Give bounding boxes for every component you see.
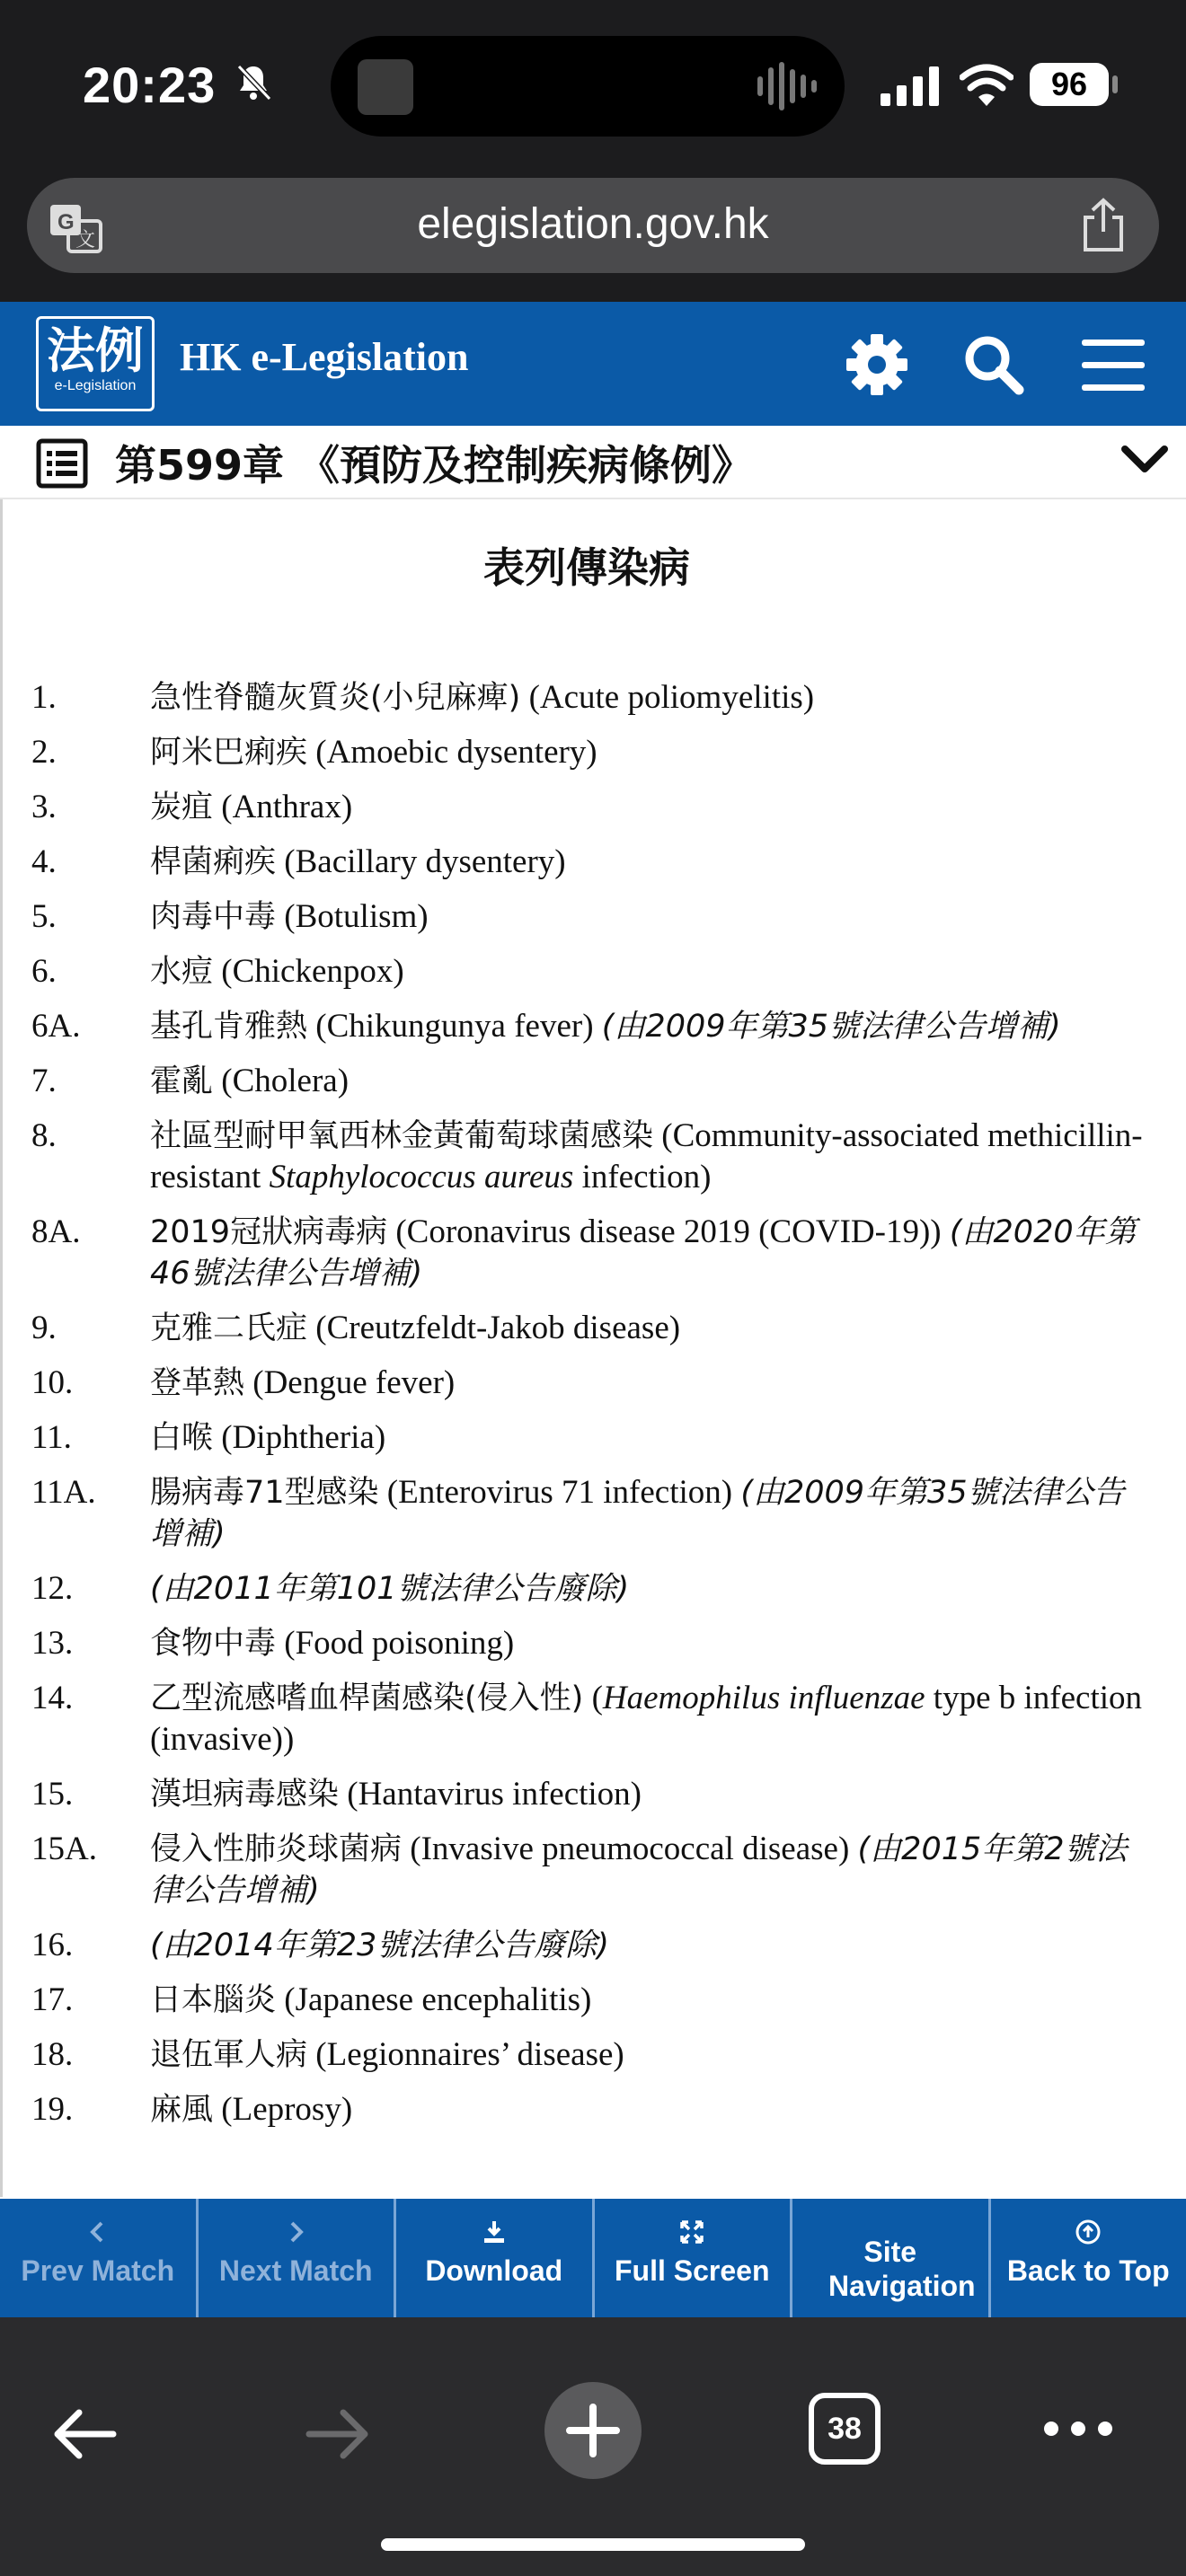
chinese-name: 食物中毒 <box>150 1626 277 1662</box>
chinese-name: 基孔肯雅熱 <box>150 1009 308 1045</box>
more-options-icon[interactable] <box>1042 2418 1114 2439</box>
list-item <box>31 1980 1146 2021</box>
english-name: (Cholera) <box>213 1063 350 1099</box>
full-screen-label: Full Screen <box>615 2254 770 2287</box>
list-item <box>31 1006 1146 1047</box>
gear-icon[interactable] <box>841 329 913 401</box>
list-item <box>31 842 1146 883</box>
english-name: (Botulism) <box>276 898 429 935</box>
item-text <box>150 2034 1146 2076</box>
chinese-name: 克雅二氏症 <box>150 1310 308 1346</box>
forward-arrow-icon[interactable] <box>304 2405 372 2463</box>
list-item <box>31 787 1146 828</box>
chinese-name: 腸病毒71型感染 <box>150 1475 379 1511</box>
amendment-note: (由2011年第101號法律公告廢除) <box>150 1571 630 1607</box>
item-number: 3. <box>31 789 57 825</box>
disease-list <box>31 677 1146 2144</box>
item-number: 10. <box>31 1364 74 1401</box>
item-number: 17. <box>31 1981 74 2018</box>
item-text <box>150 787 1146 828</box>
page-toolbar <box>0 2199 1186 2317</box>
english-name: (Community-associated methicillin-resistant <box>150 1117 1143 1195</box>
home-indicator <box>381 2538 805 2551</box>
cellular-signal-icon <box>881 66 940 106</box>
tab-count-button[interactable]: 38 <box>809 2393 881 2465</box>
english-name: (Food poisoning) <box>276 1625 515 1662</box>
amendment-note: (由2009年第35號法律公告增補) <box>601 1009 1061 1045</box>
item-number: 2. <box>31 734 57 771</box>
back-to-top-label: Back to Top <box>1006 2254 1170 2287</box>
chinese-name: 水痘 <box>150 954 214 990</box>
download-label: Download <box>425 2254 563 2287</box>
item-text <box>150 1116 1146 1198</box>
back-to-top-button[interactable] <box>991 2199 1186 2317</box>
item-text <box>150 1417 1146 1459</box>
item-text <box>150 677 1146 719</box>
item-number: 13. <box>31 1625 74 1662</box>
item-number: 1. <box>31 679 57 716</box>
schedule-title: 表列傳染病 <box>483 543 690 592</box>
address-bar[interactable] <box>27 178 1159 273</box>
list-item <box>31 1417 1146 1459</box>
back-arrow-icon[interactable] <box>50 2405 119 2463</box>
english-name: (Legionnaires’ disease) <box>307 2036 624 2073</box>
chinese-name: 炭疽 <box>150 790 214 825</box>
item-text <box>150 1212 1146 1294</box>
full-screen-button[interactable] <box>595 2199 793 2317</box>
chinese-name: 肉毒中毒 <box>150 899 277 935</box>
list-item <box>31 2034 1146 2076</box>
item-number: 8. <box>31 1117 57 1154</box>
english-name: (Diphtheria) <box>213 1419 386 1456</box>
item-number: 12. <box>31 1570 74 1607</box>
browser-bottom-bar <box>0 2317 1186 2576</box>
item-text <box>150 1006 1146 1047</box>
english-italic-name: Haemophilus influenzae <box>602 1680 925 1716</box>
list-item <box>31 896 1146 938</box>
chinese-name: 桿菌痢疾 <box>150 844 277 880</box>
chinese-name: 白喉 <box>150 1420 214 1456</box>
item-text <box>150 732 1146 773</box>
site-title[interactable]: HK e-Legislation <box>180 335 469 379</box>
chinese-name: 登革熱 <box>150 1365 245 1401</box>
download-icon <box>481 2219 508 2245</box>
svg-text:G: G <box>58 210 75 234</box>
legislation-content <box>0 499 1186 2197</box>
chinese-name: 社區型耐甲氧西林金黃葡萄球菌感染 <box>150 1118 654 1154</box>
status-bar <box>0 0 1186 171</box>
chinese-name: 麻風 <box>150 2092 214 2128</box>
item-number: 9. <box>31 1310 57 1346</box>
list-item <box>31 951 1146 992</box>
list-item <box>31 1212 1146 1294</box>
item-text <box>150 1363 1146 1404</box>
amendment-note: (由2020年第46號法律公告增補) <box>150 1214 1137 1292</box>
list-item <box>31 1116 1146 1198</box>
item-number: 5. <box>31 898 57 935</box>
battery-indicator: 96 <box>1030 63 1109 106</box>
english-name: (Creutzfeldt-Jakob disease) <box>307 1310 681 1346</box>
browser-address-area <box>0 171 1186 302</box>
list-item <box>31 1472 1146 1555</box>
site-navigation-label: Site Navigation <box>828 2236 976 2302</box>
item-text <box>150 842 1146 883</box>
battery-tip <box>1112 75 1118 93</box>
chinese-name: 乙型流感嗜血桿菌感染(侵入性) <box>150 1681 584 1716</box>
item-text <box>150 1678 1146 1760</box>
item-text <box>150 951 1146 992</box>
chinese-name: 阿米巴痢疾 <box>150 735 308 771</box>
english-name: (Japanese encephalitis) <box>276 1981 592 2018</box>
chevron-left-icon <box>84 2219 111 2245</box>
site-navigation-button[interactable] <box>792 2199 991 2317</box>
english-name: (Enterovirus 71 infection) <box>378 1474 741 1511</box>
list-item <box>31 732 1146 773</box>
chinese-name: 漢坦病毒感染 <box>150 1777 340 1813</box>
list-item <box>31 1568 1146 1610</box>
amendment-note: (由2009年第35號法律公告增補) <box>150 1475 1125 1552</box>
item-number: 11. <box>31 1419 72 1456</box>
english-name-cont: type b infection (invasive)) <box>150 1680 1143 1758</box>
item-number: 15A. <box>31 1831 97 1867</box>
chinese-name: 急性脊髓灰質炎(小兒麻痺) <box>150 680 521 716</box>
amendment-note: (由2014年第23號法律公告廢除) <box>150 1928 609 1963</box>
bell-muted-icon <box>232 61 275 104</box>
english-name: (Leprosy) <box>213 2091 353 2128</box>
search-icon[interactable] <box>958 329 1030 401</box>
english-name: ( <box>583 1680 603 1716</box>
audio-wave-icon <box>755 61 818 111</box>
list-icon[interactable] <box>36 438 88 489</box>
list-item <box>31 1363 1146 1404</box>
english-name: (Bacillary dysentery) <box>276 843 566 880</box>
english-name: (Invasive pneumococcal disease) <box>402 1831 858 1867</box>
item-text <box>150 1925 1146 1966</box>
site-logo[interactable] <box>36 316 155 411</box>
prev-match-label: Prev Match <box>21 2254 175 2287</box>
svg-text:文: 文 <box>75 229 96 251</box>
media-thumbnail <box>358 59 413 115</box>
new-tab-button[interactable] <box>544 2382 642 2479</box>
list-item <box>31 1061 1146 1102</box>
wifi-icon <box>960 63 1013 108</box>
english-name: (Dengue fever) <box>244 1364 456 1401</box>
item-text <box>150 2089 1146 2130</box>
expand-icon <box>678 2219 705 2245</box>
url-text[interactable]: elegislation.gov.hk <box>417 200 769 248</box>
item-number: 16. <box>31 1927 74 1963</box>
item-number: 8A. <box>31 1213 81 1250</box>
logo-sub-text: e-Legislation <box>54 378 137 393</box>
arrow-up-circle-icon <box>1075 2219 1102 2245</box>
list-item <box>31 1829 1146 1911</box>
list-item <box>31 1925 1146 1966</box>
item-text <box>150 1623 1146 1664</box>
item-number: 18. <box>31 2036 74 2073</box>
english-name: (Acute poliomyelitis) <box>520 679 815 716</box>
item-number: 4. <box>31 843 57 880</box>
status-time: 20:23 <box>83 57 217 113</box>
list-item <box>31 1774 1146 1815</box>
item-number: 6. <box>31 953 57 990</box>
english-name: (Chikungunya fever) <box>307 1008 602 1045</box>
item-text <box>150 1061 1146 1102</box>
chapter-title: 第599章 《預防及控制疾病條例》 <box>115 441 754 490</box>
next-match-button[interactable] <box>199 2199 397 2317</box>
english-name: (Coronavirus disease 2019 (COVID-19)) <box>387 1213 950 1250</box>
share-icon[interactable] <box>1080 198 1127 253</box>
logo-main-text: 法例 <box>47 322 144 379</box>
chinese-name: 霍亂 <box>150 1063 214 1099</box>
item-text <box>150 896 1146 938</box>
site-header <box>0 302 1186 426</box>
english-name: (Chickenpox) <box>213 953 404 990</box>
item-number: 19. <box>31 2091 74 2128</box>
prev-match-button[interactable] <box>0 2199 199 2317</box>
plus-icon <box>544 2382 642 2479</box>
item-text <box>150 1472 1146 1555</box>
item-number: 15. <box>31 1776 74 1813</box>
english-name: (Anthrax) <box>213 789 353 825</box>
item-text <box>150 1308 1146 1349</box>
amendment-note: (由2015年第2號法律公告增補) <box>150 1831 1128 1909</box>
item-text <box>150 1829 1146 1911</box>
english-name: (Amoebic dysentery) <box>307 734 597 771</box>
list-item <box>31 677 1146 719</box>
list-item <box>31 2089 1146 2130</box>
item-text <box>150 1568 1146 1610</box>
chinese-name: 侵入性肺炎球菌病 <box>150 1831 403 1867</box>
chinese-name: 2019冠狀病毒病 <box>150 1214 388 1250</box>
item-text <box>150 1980 1146 2021</box>
list-item <box>31 1678 1146 1760</box>
english-italic-name: Staphylococcus aureus <box>269 1159 574 1195</box>
item-text <box>150 1774 1146 1815</box>
chinese-name: 日本腦炎 <box>150 1982 277 2018</box>
chevron-down-icon[interactable] <box>1120 442 1170 478</box>
item-number: 11A. <box>31 1474 96 1511</box>
next-match-label: Next Match <box>218 2254 373 2287</box>
chinese-name: 退伍軍人病 <box>150 2037 308 2073</box>
english-name: (Hantavirus infection) <box>339 1776 642 1813</box>
hamburger-menu-icon[interactable] <box>1076 329 1148 401</box>
item-number: 6A. <box>31 1008 81 1045</box>
dynamic-island <box>331 36 845 137</box>
english-name-cont: infection) <box>573 1159 712 1195</box>
item-number: 7. <box>31 1063 57 1099</box>
list-item <box>31 1623 1146 1664</box>
download-button[interactable] <box>396 2199 595 2317</box>
chevron-right-icon <box>282 2219 309 2245</box>
chapter-bar[interactable] <box>0 426 1186 500</box>
item-number: 14. <box>31 1680 74 1716</box>
list-item <box>31 1308 1146 1349</box>
